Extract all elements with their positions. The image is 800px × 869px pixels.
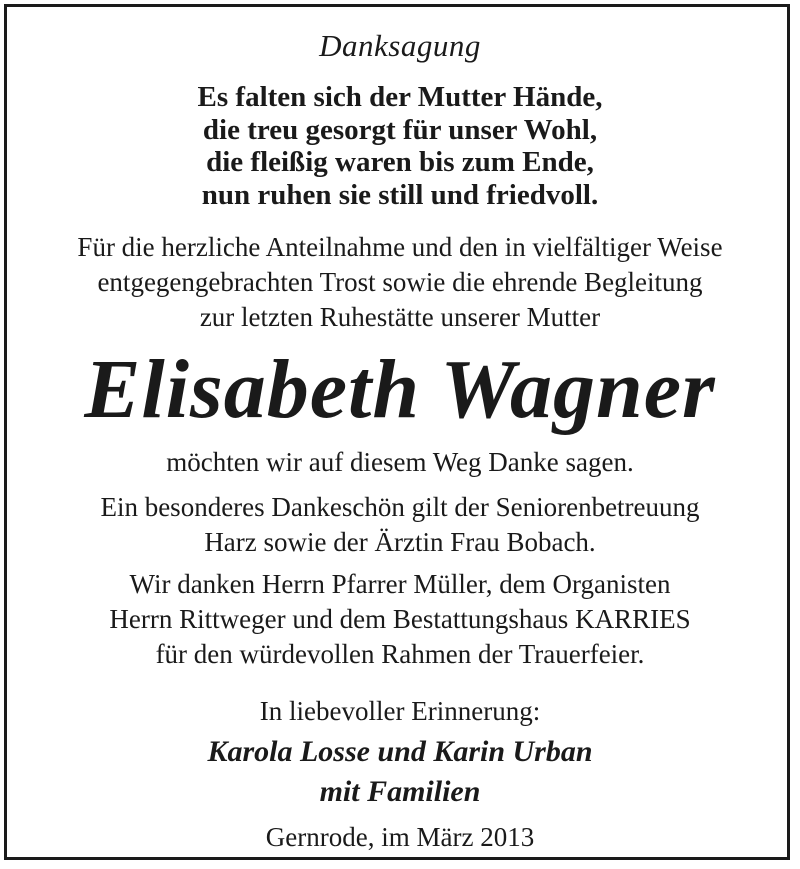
intro-paragraph — [0, 230, 800, 335]
notice-heading: Danksagung — [319, 28, 481, 63]
signer-family: mit Familien — [319, 775, 481, 808]
poem-line: die fleißig waren bis zum Ende, — [206, 146, 594, 178]
poem — [0, 81, 800, 211]
thanks-line: möchten wir auf diesem Weg Danke sagen. — [166, 447, 634, 477]
thanks-paragraph — [0, 445, 800, 480]
poem-line: Es falten sich der Mutter Hände, — [197, 81, 603, 113]
special-thanks-paragraph — [0, 490, 800, 560]
intro-line: Für die herzliche Anteilnahme und den in vielfältiger Weise — [77, 232, 723, 262]
special-thanks-line: Harz sowie der Ärztin Frau Bobach. — [204, 527, 596, 557]
poem-line: die treu gesorgt für unser Wohl, — [202, 113, 598, 146]
special-thanks-line: Ein besonderes Dankeschön gilt der Seniorenbetreuung — [100, 492, 700, 522]
place-date: Gernrode, im März 2013 — [265, 822, 535, 852]
further-thanks-line: Wir danken Herrn Pfarrer Müller, dem Organisten — [129, 569, 671, 599]
further-thanks-paragraph — [0, 567, 800, 672]
signers — [0, 732, 800, 812]
intro-line: entgegengebrachten Trost sowie die ehrende Begleitung — [97, 267, 703, 297]
further-thanks-line: für den würdevollen Rahmen der Trauerfeier. — [155, 639, 645, 669]
signer-names: Karola Losse und Karin Urban — [207, 735, 593, 768]
poem-line: nun ruhen sie still und friedvoll. — [201, 178, 599, 211]
deceased-name: Elisabeth Wagner — [84, 343, 716, 436]
intro-line: zur letzten Ruhestätte unserer Mutter — [199, 302, 601, 332]
further-thanks-line: Herrn Rittweger und dem Bestattungshaus KARRIES — [109, 604, 691, 634]
remembrance-line: In liebevoller Erinnerung: — [259, 696, 541, 726]
